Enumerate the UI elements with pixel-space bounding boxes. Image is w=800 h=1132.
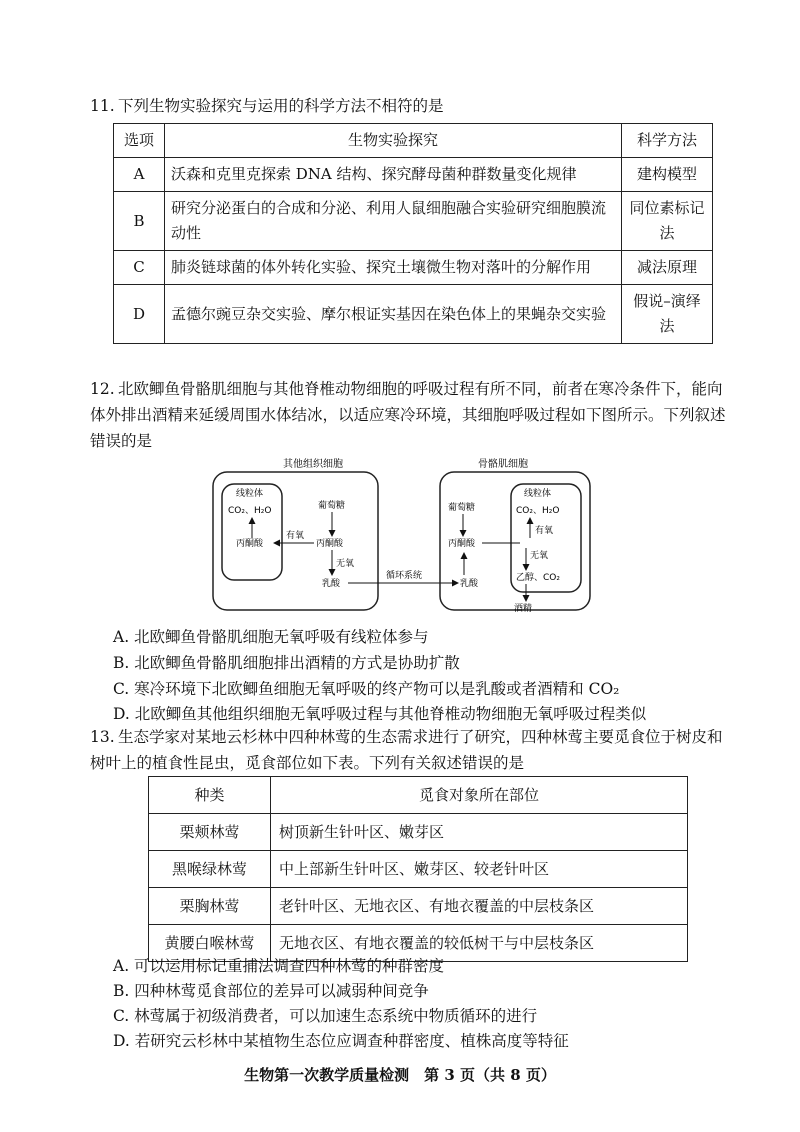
right-aerobic: 有氧 — [535, 526, 554, 536]
respiration-diagram — [208, 458, 598, 618]
row-content: 肺炎链球菌的体外转化实验、探究土壤微生物对落叶的分解作用 — [165, 251, 622, 285]
row-kind: 黑喉绿林莺 — [149, 851, 271, 888]
row-method: 建构模型 — [622, 158, 713, 192]
row-content: 孟德尔豌豆杂交实验、摩尔根证实基因在染色体上的果蝇杂交实验 — [165, 285, 622, 344]
row-content: 沃森和克里克探索 DNA 结构、探究酵母菌种群数量变化规律 — [165, 158, 622, 192]
q12-number: 12. — [90, 380, 115, 398]
right-anaerobic: 无氧 — [530, 551, 549, 561]
row-site: 树顶新生针叶区、嫩芽区 — [271, 814, 688, 851]
q11-number: 11. — [90, 97, 115, 115]
q13-number: 13. — [90, 728, 115, 746]
left-lactate: 乳酸 — [322, 579, 341, 589]
row-option: D — [114, 285, 165, 344]
table-row — [114, 192, 713, 251]
left-mito-label: 线粒体 — [236, 489, 264, 499]
row-kind: 黄腰白喉林莺 — [149, 925, 271, 962]
row-option: C — [114, 251, 165, 285]
right-lactate: 乳酸 — [460, 579, 479, 589]
q12-option-c: C. 寒冷环境下北欧鲫鱼细胞无氧呼吸的终产物可以是乳酸或者酒精和 CO₂ — [113, 680, 620, 698]
row-content: 研究分泌蛋白的合成和分泌、利用人鼠细胞融合实验研究细胞膜流动性 — [165, 192, 622, 251]
left-co2-h2o: CO₂、H₂O — [228, 506, 272, 516]
header-method: 科学方法 — [622, 124, 713, 158]
right-ethanol: 酒精 — [514, 604, 533, 614]
row-site: 老针叶区、无地衣区、有地衣覆盖的中层枝条区 — [271, 888, 688, 925]
circulation-label: 循环系统 — [386, 571, 423, 581]
right-glucose: 葡萄糖 — [448, 503, 476, 513]
q13-text: 生态学家对某地云杉林中四种林莺的生态需求进行了研究，四种林莺主要觅食位于树皮和树叶上的植食性昆虫，觅食部位如下表。下列有关叙述错误的是 — [90, 728, 723, 772]
q13-option-b: B. 四种林莺觅食部位的差异可以减弱种间竞争 — [113, 982, 429, 1000]
table-row — [114, 251, 713, 285]
q12-option-b: B. 北欧鲫鱼骨骼肌细胞排出酒精的方式是协助扩散 — [113, 654, 460, 672]
left-glucose: 葡萄糖 — [318, 501, 346, 511]
row-kind: 栗胸林莺 — [149, 888, 271, 925]
left-anaerobic: 无氧 — [336, 559, 355, 569]
q13-stem — [90, 724, 730, 776]
page-footer: 生物第一次教学质量检测 第 3 页（共 8 页） — [244, 1066, 556, 1084]
q13-table — [148, 776, 688, 962]
header-kind: 种类 — [149, 777, 271, 814]
q12-option-d: D. 北欧鲫鱼其他组织细胞无氧呼吸过程与其他脊椎动物细胞无氧呼吸过程类似 — [113, 705, 647, 723]
row-option: B — [114, 192, 165, 251]
header-experiment: 生物实验探究 — [165, 124, 622, 158]
left-cell-label: 其他组织细胞 — [283, 459, 343, 470]
left-aerobic: 有氧 — [286, 531, 305, 541]
row-kind: 栗颊林莺 — [149, 814, 271, 851]
left-pyruvate: 丙酮酸 — [316, 539, 344, 549]
q11-stem — [90, 93, 730, 119]
right-co2-h2o: CO₂、H₂O — [516, 506, 560, 516]
table-header-row — [149, 777, 688, 814]
table-row — [149, 851, 688, 888]
table-row — [149, 888, 688, 925]
q13-option-d: D. 若研究云杉林中某植物生态位应调查种群密度、植株高度等特征 — [113, 1032, 569, 1050]
right-mito-label: 线粒体 — [524, 489, 552, 499]
table-row — [114, 285, 713, 344]
row-method: 同位素标记法 — [622, 192, 713, 251]
left-pyruvate-mito: 丙酮酸 — [236, 539, 264, 549]
q13-option-a: A. 可以运用标记重捕法调查四种林莺的种群密度 — [113, 957, 445, 975]
row-method: 减法原理 — [622, 251, 713, 285]
table-header-row — [114, 124, 713, 158]
row-option: A — [114, 158, 165, 192]
row-method: 假说–演绎法 — [622, 285, 713, 344]
table-row — [114, 158, 713, 192]
table-row — [149, 814, 688, 851]
row-site: 中上部新生针叶区、嫩芽区、较老针叶区 — [271, 851, 688, 888]
right-pyruvate: 丙酮酸 — [448, 539, 476, 549]
q13-option-c: C. 林莺属于初级消费者，可以加速生态系统中物质循环的进行 — [113, 1007, 538, 1025]
header-option: 选项 — [114, 124, 165, 158]
header-site: 觅食对象所在部位 — [271, 777, 688, 814]
right-cell-label: 骨骼肌细胞 — [478, 459, 528, 470]
q12-option-a: A. 北欧鲫鱼骨骼肌细胞无氧呼吸有线粒体参与 — [113, 628, 429, 646]
right-ethanol-co2: 乙醇、CO₂ — [516, 573, 560, 583]
q12-text: 北欧鲫鱼骨骼肌细胞与其他脊椎动物细胞的呼吸过程有所不同，前者在寒冷条件下，能向体外排出酒精来延缓周围水体结冰，以适应寒冷环境，其细胞呼吸过程如下图所示。下列叙述错误的是 — [90, 380, 726, 450]
row-site: 无地衣区、有地衣覆盖的较低树干与中层枝条区 — [271, 925, 688, 962]
q12-stem — [90, 376, 730, 454]
q11-text: 下列生物实验探究与运用的科学方法不相符的是 — [118, 97, 444, 115]
q11-table — [113, 123, 713, 344]
